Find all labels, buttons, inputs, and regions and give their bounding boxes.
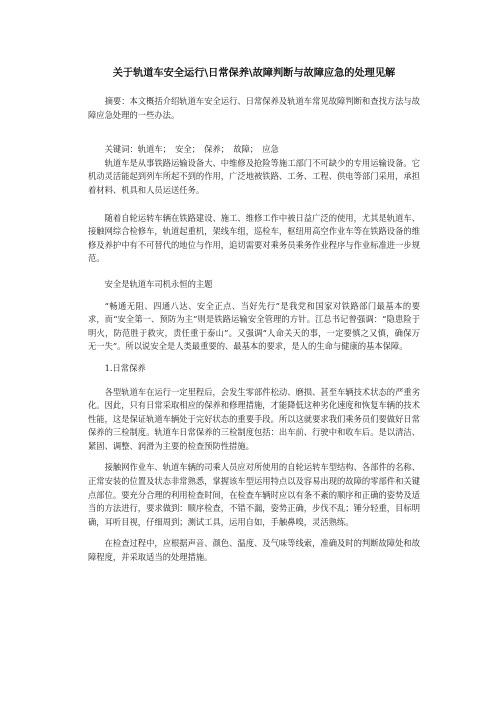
body-paragraph: “畅通无阻、四通八达、安全正点、当好先行”是我党和国家对铁路部门最基本的要求，而“安全第一、预防为主”则是铁路运输安全管理的方针。江总书记曾强调：“隐患险于明火，防范胜于救灾，责任重于泰山”。又强调“人命关天的事，一定要慎之又慎，确保万无一失”。所以说安全是人类最重要的、最基本的要求，是人的生命与健康的基本保障。 [88, 300, 420, 352]
body-paragraph: 轨道车是从事铁路运输设备大、中维修及抢险等施工部门不可缺少的专用运输设备。它机动灵活能起到列车所起不到的作用，广泛地被铁路、工务、工程、供电等部门采用，承担着材料、机具和人员运送任务。 [88, 157, 420, 195]
keywords: 关键词：轨道车； 安全； 保养； 故障； 应急 [104, 144, 279, 155]
document-body [88, 66, 420, 565]
document-title: 关于轨道车安全运行\日常保养\故障判断与故障应急的处理见解 [112, 67, 396, 79]
body-paragraph: 各型轨道车在运行一定里程后，会发生零部件松动、磨损、甚至车辆技术状态的严重劣化。因此，只有日常采取相应的保养和修理措施，才能降低这种劣化速度和恢复车辆的技术性能，这是保证轨道车辆处于完好状态的重要手段。所以这就要求我们乘务员们要做好日常保养的三检制度。轨道车日常保养的三检制度包括：出车前、行驶中和收车后。是以清洁、紧固、调整、润滑为主要的检查预防性措施。 [88, 386, 420, 451]
body-paragraph: 在检查过程中，应根据声音、颜色、温度、及气味等线索，准确及时的判断故障处和故障程度，并采取适当的处理措施。 [88, 538, 420, 563]
body-paragraph: 接触网作业车、轨道车辆的司乘人员应对所使用的自轮运转车型结构、各部件的名称、正常安装的位置及状态非常熟悉，掌握该车型运用特点以及容易出现的故障的零部件和关键点部位。要充分合理的利用检查时间，在检查车辆时应以有条不紊的顺序和正确的姿势及适当的方法进行，要求做到：顺序检查，不错不漏，姿势正确，步伐不乱；锤分轻重，目标明确，耳听目视，仔细周到；测试工具，运用自如，手触鼻嗅，灵活熟练。 [88, 462, 420, 527]
section-heading: 安全是轨道车司机永恒的主题 [104, 278, 213, 289]
abstract: 摘要：本文概括介绍轨道车安全运行、日常保养及轨道车常见故障判断和查找方法与故障应急处理的一些办法。 [88, 96, 420, 120]
section-heading: 1.日常保养 [104, 362, 146, 373]
body-paragraph: 随着自轮运转车辆在铁路建设、施工、维修工作中被日益广泛的使用，尤其是轨道车、接触网综合检修车，轨道起重机，架线车组，巡检车，枢纽用高空作业车等在铁路设备的维修及养护中有不可替代的地位与作用，追切需要对乘务员乘务作业程序与作业标准进一步规范。 [88, 212, 420, 264]
